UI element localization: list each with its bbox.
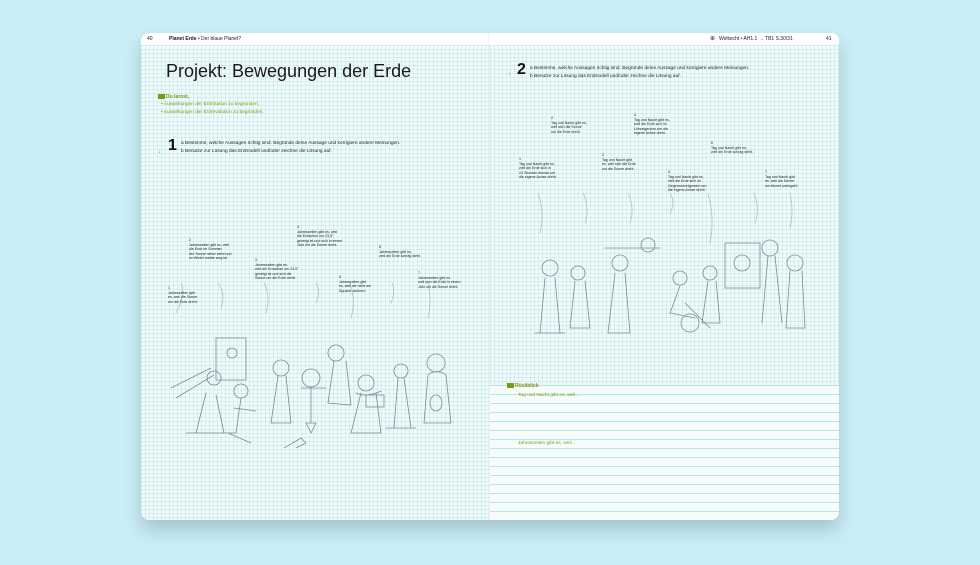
flag-icon	[507, 383, 514, 388]
left-header-title: Planet Erde • Der blaue Planet?	[169, 36, 242, 42]
task-line-b: b Benutze zur Lösung das Erdmodell und/oder zeichne die Lösung auf.	[181, 149, 332, 154]
task-number: 1	[168, 137, 177, 154]
left-page-number: 40	[147, 36, 153, 42]
speech-bubble: 1 Tag und Nacht gibt es, weil die Erde sich in 24 Stunden einmal um die eigene Achse dreht.	[519, 157, 557, 180]
right-header-text: Weltsicht • AH1.1 → TB1 S.30/31	[719, 36, 793, 42]
review-line: Jahreszeiten gibt es, weil ...	[518, 441, 577, 446]
task-line-b: b Benutze zur Lösung das Erdmodell und/oder zeichne die Lösung auf.	[530, 74, 681, 79]
task-arrow-icon: ↓	[508, 71, 511, 77]
speech-bubble: 6 Jahreszeiten gibt es, weil die Erde schräg steht.	[379, 245, 422, 259]
speech-bubble: 6 Tag und Nacht gibt es, weil die Erde schräg steht.	[711, 141, 754, 155]
left-page	[141, 33, 490, 520]
page-title: Projekt: Bewegungen der Erde	[166, 61, 412, 81]
task-line-a: a Bestimme, welche Aussagen richtig sind. Begründe deine Aussage und korrigiere andere Meinungen.	[530, 66, 750, 71]
speech-bubble: 2 Jahreszeiten gibt es, weil die Erde im Sommer der Sonne näher steht und im Winter weiter weg ist.	[189, 238, 232, 261]
flag-icon	[158, 94, 165, 99]
speech-bubble: 3 Tag und Nacht gibt es, weil sich die Erde um die Sonne dreht.	[602, 153, 636, 171]
speech-bubble: 4 Tag und Nacht gibt es, weil die Erde sich im Uhrzeigersinn um die eigene Achse dreht.	[634, 113, 670, 136]
speech-bubble: 3 Jahreszeiten gibt es, weil die Erdachse um 23,5° geneigt ist und sich die Sonne um die Erde dreht.	[255, 258, 299, 281]
speech-bubble: 5 Jahreszeiten gibt es, weil wir nicht am Äquator wohnen.	[339, 275, 372, 293]
students-sketch-illustration	[166, 283, 466, 448]
right-page	[490, 33, 839, 520]
speech-bubble: 5 Tag und Nacht gibt es, weil die Erde sich im Gegenuhrzeigersinn um die eigene Achse dreht.	[668, 170, 707, 193]
speech-bubble: 7 Tag und Nacht gibt es, weil die Sonne um Abend untergeht.	[765, 170, 799, 188]
learn-item: • Auswirkungen der Erdrevolution zu begründen.	[161, 110, 264, 115]
textbook-spread	[141, 33, 839, 520]
speech-bubble: 2 Tag und Nacht gibt es, weil sich die Sonne um die Erde dreht.	[551, 116, 587, 134]
students-sketch-illustration	[520, 193, 820, 343]
speech-bubble: 1 Jahreszeiten gibt es, weil die Sonne um die Erde dreht.	[168, 286, 198, 304]
right-page-number: 41	[826, 36, 832, 42]
review-line: Tag und Nacht gibt es, weil ...	[518, 393, 581, 398]
globe-icon: ⊕	[710, 36, 716, 42]
review-heading: Rückblick	[515, 383, 539, 389]
learn-heading: Du lernst,	[166, 94, 190, 100]
speech-bubble: 7 Jahreszeiten gibt es, weil sich die Erde in einem Jahr um die Sonne dreht.	[418, 271, 461, 289]
task-arrow-icon: ↓	[158, 149, 161, 155]
learn-item: • Auswirkungen der Erdrotation zu begründen,	[161, 102, 259, 107]
task-line-a: a Bestimme, welche Aussagen richtig sind. Begründe deine Aussage und korrigiere andere Meinungen.	[181, 141, 401, 146]
speech-bubble: 4 Jahreszeiten gibt es, weil die Erdachse um 23,5° geneigt ist und sich in einem Jahr um die Sonne dreht.	[297, 225, 343, 248]
task-number: 2	[517, 61, 526, 78]
review-lined-area	[490, 385, 839, 520]
